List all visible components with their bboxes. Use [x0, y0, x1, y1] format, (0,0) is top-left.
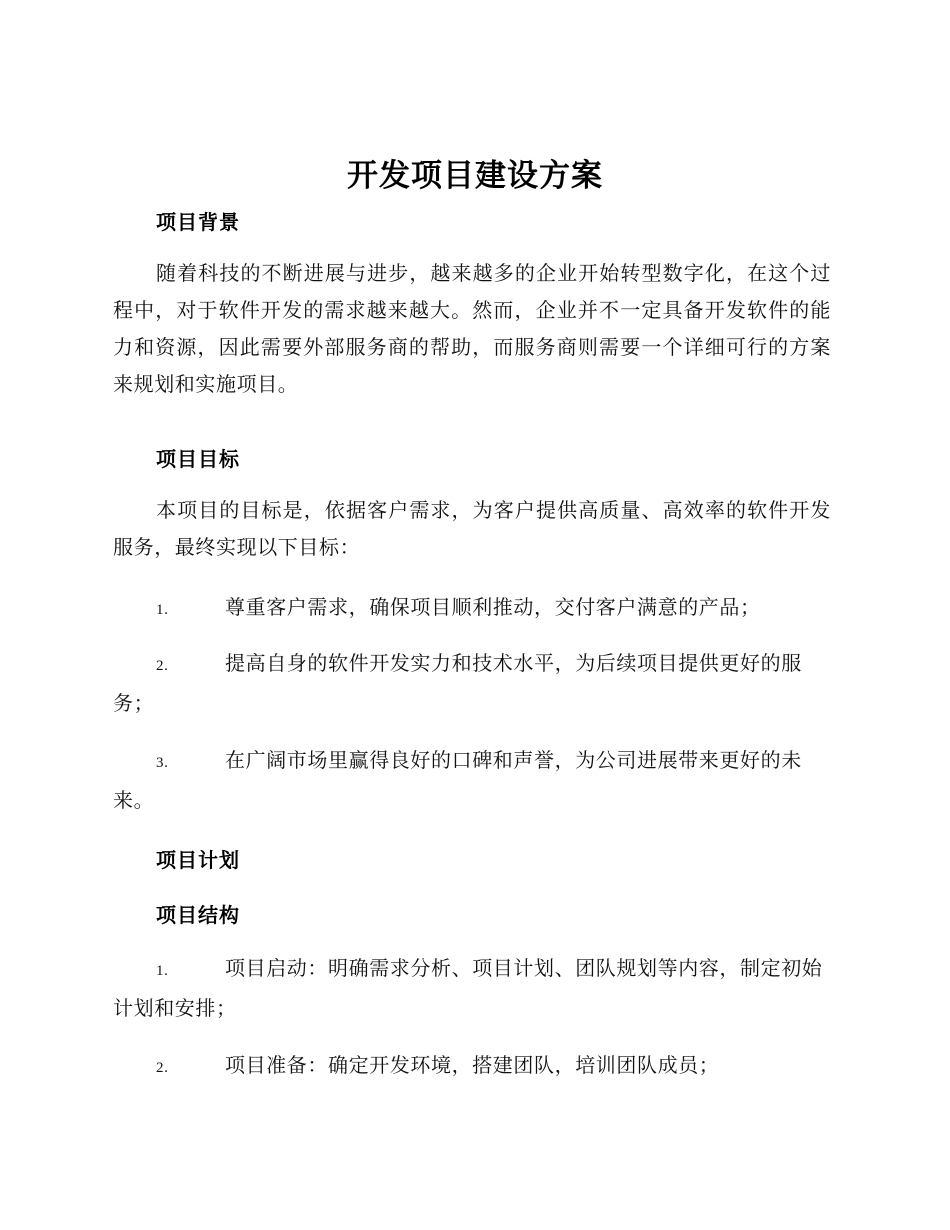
document-title: 开发项目建设方案	[347, 158, 603, 194]
structure-item-1	[113, 950, 831, 1027]
goal-item-2	[113, 645, 831, 722]
list-item-text: 提高自身的软件开发实力和技术水平，为后续项目提供更好的服务；	[113, 651, 802, 715]
paragraph-goals: 本项目的目标是，依据客户需求，为客户提供高质量、高效率的软件开发服务，最终实现以下目标：	[113, 498, 831, 559]
structure-item-2	[113, 1047, 831, 1087]
goal-item-1	[113, 589, 831, 629]
list-number: 3.	[156, 755, 169, 771]
list-item-text: 尊重客户需求，确保项目顺利推动，交付客户满意的产品；	[225, 595, 761, 619]
list-number: 2.	[156, 1060, 169, 1076]
goal-item-3	[113, 742, 831, 819]
list-item-text: 项目启动：明确需求分析、项目计划、团队规划等内容，制定初始计划和安排；	[113, 956, 823, 1020]
list-number: 2.	[156, 658, 169, 674]
heading-structure: 项目结构	[156, 903, 240, 927]
list-item-text: 在广阔市场里赢得良好的口碑和声誉，为公司进展带来更好的未来。	[113, 748, 802, 812]
list-number: 1.	[156, 602, 169, 618]
heading-background: 项目背景	[156, 210, 240, 234]
list-item-text: 项目准备：确定开发环境，搭建团队，培训团队成员；	[225, 1053, 720, 1077]
list-number: 1.	[156, 963, 169, 979]
heading-goals: 项目目标	[156, 447, 240, 471]
paragraph-background: 随着科技的不断进展与进步，越来越多的企业开始转型数字化，在这个过程中，对于软件开发的需求越来越大。然而，企业并不一定具备开发软件的能力和资源，因此需要外部服务商的帮助，而服务商则需要一个详细可行的方案来规划和实施项目。	[113, 261, 831, 396]
heading-plan: 项目计划	[156, 848, 240, 872]
